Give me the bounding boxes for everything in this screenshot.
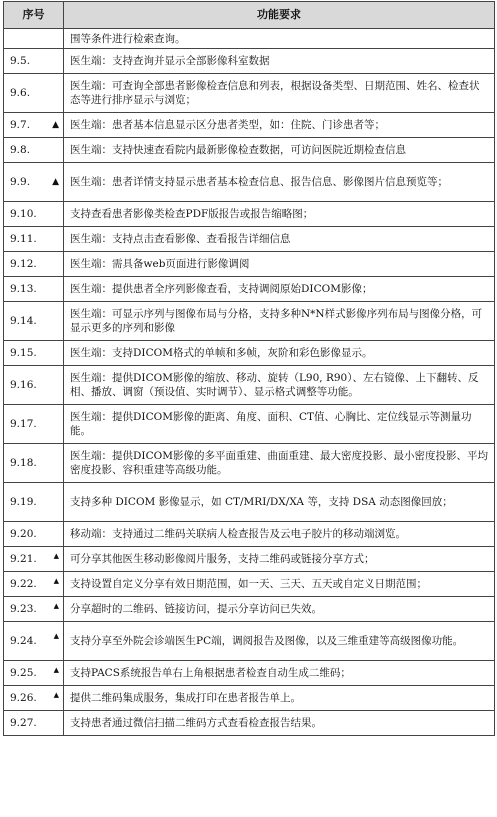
table-row [4,711,495,736]
key-requirement-triangle-icon: ▲ [53,632,59,641]
row-serial-number [4,597,64,622]
serial-number-text: 9.26. [10,692,37,704]
key-requirement-triangle-icon: ▲ [53,602,59,611]
table-row [4,252,495,277]
row-serial-number [4,252,64,277]
table-row [4,302,495,341]
table-row [4,622,495,661]
serial-number-text: 9.24. [10,635,37,647]
row-requirement-text: 医生端：提供DICOM影像的距离、角度、面积、CT值、心胸比、定位线显示等测量功能。 [64,405,495,444]
table-row [4,597,495,622]
serial-number-text: 9.16. [10,379,37,391]
row-requirement-text: 支持多种 DICOM 影像显示，如 CT/MRI/DX/XA 等，支持 DSA 动态图像回放； [64,483,495,522]
row-serial-number [4,227,64,252]
row-serial-number [4,202,64,227]
row-requirement-text: 可分享其他医生移动影像阅片服务，支持二维码或链接分享方式； [64,547,495,572]
serial-number-text: 9.22. [10,578,37,590]
row-requirement-text: 医生端：可查询全部患者影像检查信息和列表，根据设备类型、日期范围、姓名、检查状态等进行排序显示与浏览； [64,74,495,113]
row-requirement-text: 支持设置自定义分享有效日期范围，如一天、三天、五天或自定义日期范围； [64,572,495,597]
row-serial-number [4,483,64,522]
serial-number-text: 9.11. [10,233,37,245]
table-row [4,49,495,74]
serial-number-text: 9.10. [10,208,37,220]
row-requirement-text: 移动端：支持通过二维码关联病人检查报告及云电子胶片的移动端浏览。 [64,522,495,547]
row-serial-number [4,138,64,163]
key-requirement-triangle-icon: ▲ [53,666,59,675]
row-serial-number [4,163,64,202]
table-row [4,227,495,252]
serial-number-text: 9.7. [10,119,31,131]
row-requirement-text: 医生端：可显示序列与图像布局与分格，支持多种N*N样式影像序列布局与图像分格，可显示更多的序列和影像 [64,302,495,341]
table-row [4,74,495,113]
serial-number-text: 9.9. [10,176,31,188]
row-requirement-text: 支持分享至外院会诊端医生PC端，调阅报告及图像，以及三维重建等高级图像功能。 [64,622,495,661]
table-body [4,29,495,736]
row-requirement-text: 支持PACS系统报告单右上角根据患者检查自动生成二维码； [64,661,495,686]
header-serial-number: 序号 [4,2,64,29]
row-serial-number [4,572,64,597]
row-requirement-text: 分享超时的二维码、链接访问，提示分享访问已失效。 [64,597,495,622]
row-serial-number [4,366,64,405]
serial-number-text: 9.15. [10,347,37,359]
serial-number-text: 9.5. [10,55,31,67]
serial-number-text: 9.6. [10,87,31,99]
table-row [4,202,495,227]
table-row [4,277,495,302]
row-requirement-text: 医生端：患者详情支持显示患者基本检查信息、报告信息、影像图片信息预览等； [64,163,495,202]
row-serial-number [4,522,64,547]
key-requirement-triangle-icon: ▲ [52,177,59,187]
row-requirement-text: 支持患者通过微信扫描二维码方式查看检查报告结果。 [64,711,495,736]
row-serial-number [4,405,64,444]
table-row [4,686,495,711]
row-serial-number [4,686,64,711]
serial-number-text: 9.23. [10,603,37,615]
serial-number-text: 9.12. [10,258,37,270]
requirements-table-wrapper [3,1,494,736]
row-requirement-text: 医生端：支持点击查看影像、查看报告详细信息 [64,227,495,252]
table-row [4,113,495,138]
table-row [4,163,495,202]
header-function-requirement: 功能要求 [64,2,495,29]
serial-number-text: 9.14. [10,315,37,327]
table-row [4,522,495,547]
table-row [4,29,495,49]
row-requirement-text: 医生端：提供DICOM影像的多平面重建、曲面重建、最大密度投影、最小密度投影、平均密度投影、容积重建等高级功能。 [64,444,495,483]
serial-number-text: 9.17. [10,418,37,430]
table-row [4,138,495,163]
table-row [4,366,495,405]
row-serial-number [4,341,64,366]
row-requirement-text: 医生端：需具备web页面进行影像调阅 [64,252,495,277]
row-serial-number [4,661,64,686]
table-row [4,444,495,483]
row-serial-number [4,29,64,49]
key-requirement-triangle-icon: ▲ [53,577,59,586]
serial-number-text: 9.21. [10,553,37,565]
row-requirement-text: 医生端：提供DICOM影像的缩放、移动、旋转（L90, R90）、左右镜像、上下翻转、反相、播放、调窗（预设值、实时调节）、显示格式调整等功能。 [64,366,495,405]
row-serial-number [4,302,64,341]
table-header-row [4,2,495,29]
table-row [4,547,495,572]
row-serial-number [4,277,64,302]
row-serial-number [4,711,64,736]
row-requirement-text: 医生端：提供患者全序列影像查看，支持调阅原始DICOM影像； [64,277,495,302]
serial-number-text: 9.27. [10,717,37,729]
row-serial-number [4,74,64,113]
serial-number-text: 9.25. [10,667,37,679]
serial-number-text: 9.18. [10,457,37,469]
serial-number-text: 9.8. [10,144,31,156]
row-serial-number [4,49,64,74]
requirements-table [3,1,495,736]
key-requirement-triangle-icon: ▲ [53,691,59,700]
row-requirement-text: 围等条件进行检索查询。 [64,29,495,49]
row-serial-number [4,622,64,661]
row-serial-number [4,444,64,483]
serial-number-text: 9.20. [10,528,37,540]
row-requirement-text: 医生端：患者基本信息显示区分患者类型，如：住院、门诊患者等； [64,113,495,138]
table-row [4,572,495,597]
table-row [4,661,495,686]
row-requirement-text: 医生端：支持查询并显示全部影像科室数据 [64,49,495,74]
row-serial-number [4,547,64,572]
serial-number-text: 9.19. [10,496,37,508]
table-row [4,405,495,444]
row-serial-number [4,113,64,138]
row-requirement-text: 医生端：支持快速查看院内最新影像检查数据，可访问医院近期检查信息 [64,138,495,163]
table-row [4,483,495,522]
row-requirement-text: 支持查看患者影像类检查PDF版报告或报告缩略图； [64,202,495,227]
row-requirement-text: 医生端：支持DICOM格式的单帧和多帧，灰阶和彩色影像显示。 [64,341,495,366]
serial-number-text: 9.13. [10,283,37,295]
key-requirement-triangle-icon: ▲ [52,120,59,130]
table-row [4,341,495,366]
key-requirement-triangle-icon: ▲ [53,552,59,561]
row-requirement-text: 提供二维码集成服务，集成打印在患者报告单上。 [64,686,495,711]
